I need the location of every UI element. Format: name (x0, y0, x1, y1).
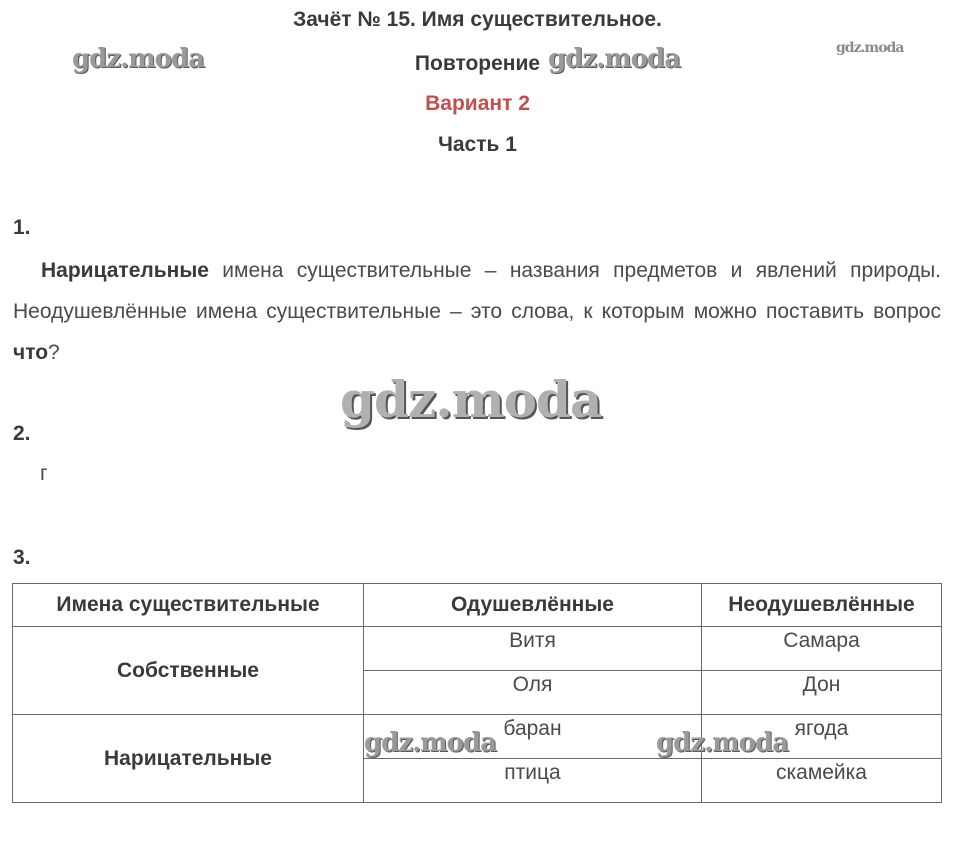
question-2-answer: г (40, 462, 48, 485)
watermark: gdz.moda (836, 40, 904, 56)
watermark: gdz.moda (548, 44, 681, 74)
page-title: Зачёт № 15. Имя существительное. (293, 8, 662, 31)
row-group-label: Собственные (13, 627, 364, 715)
table-header-row (13, 584, 942, 627)
question-1-number: 1. (13, 216, 31, 239)
question-2-number: 2. (13, 422, 31, 445)
watermark: gdz.moda (340, 370, 602, 429)
nouns-table (12, 583, 942, 803)
table-row (13, 627, 942, 671)
answer-bold-question: что (13, 341, 49, 364)
part-label: Часть 1 (438, 133, 517, 156)
answer-bold-term: Нарицательные (41, 259, 209, 282)
watermark: gdz.moda (72, 44, 205, 74)
watermark: gdz.moda (656, 728, 789, 758)
table-cell: баран (364, 715, 702, 759)
table-cell: птица (364, 759, 702, 803)
watermark: gdz.moda (364, 728, 497, 758)
table-cell: ягода (702, 715, 942, 759)
table-header-cell: Имена существительные (13, 584, 364, 627)
answer-text-part-2: ? (48, 341, 60, 364)
table-cell: Витя (364, 627, 702, 671)
table-header-cell: Одушевлённые (364, 584, 702, 627)
question-3-number: 3. (13, 546, 31, 569)
table-cell: Самара (702, 627, 942, 671)
variant-label: Вариант 2 (425, 92, 530, 115)
table-cell: скамейка (702, 759, 942, 803)
question-1-answer (13, 250, 941, 373)
table-cell: Дон (702, 671, 942, 715)
table-cell: Оля (364, 671, 702, 715)
answer-text-part-1: имена существительные – названия предметов и явлений природы. Неодушевлённые имена существительные – это слова, к которым можно поставить вопрос (13, 259, 941, 323)
row-group-label: Нарицательные (13, 715, 364, 803)
table-header-cell: Неодушевлённые (702, 584, 942, 627)
page-subtitle: Повторение (414, 52, 541, 75)
